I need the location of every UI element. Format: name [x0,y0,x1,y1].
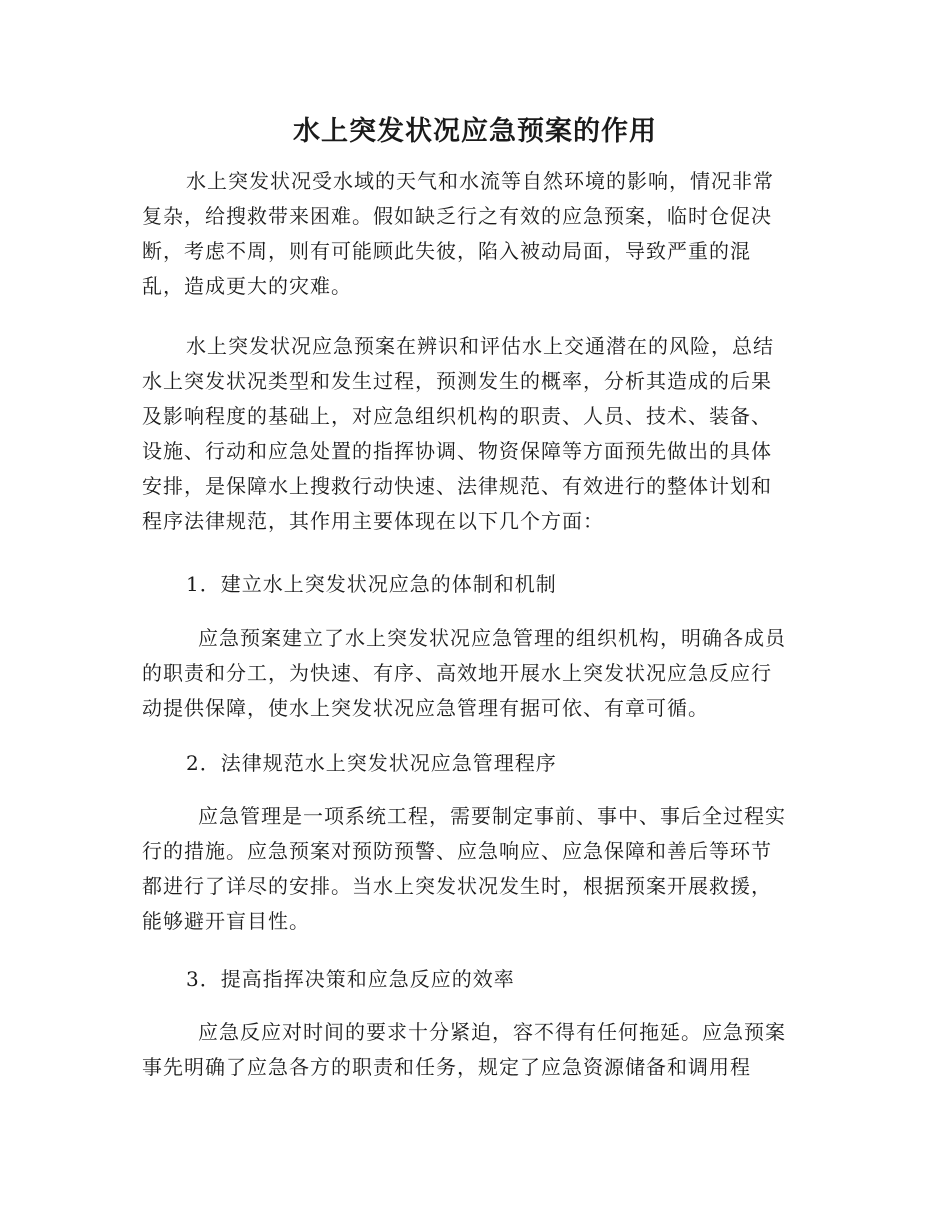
text-line: 应急预案建立了水上突发状况应急管理的组织机构，明确各成员 [198,626,786,650]
text-line: 乱，造成更大的灾难。 [142,274,352,298]
text-line: 能够避开盲目性。 [142,909,310,933]
document-title: 水上突发状况应急预案的作用 [293,116,657,147]
text-line: 的职责和分工，为快速、有序、高效地开展水上突发状况应急反应行 [142,661,772,685]
text-line: 水上突发状况类型和发生过程，预测发生的概率，分析其造成的后果 [142,369,772,393]
text-line: 动提供保障，使水上突发状况应急管理有据可依、有章可循。 [142,696,709,720]
text-line: 断，考虑不周，则有可能顾此失彼，陷入被动局面，导致严重的混 [142,239,751,263]
text-line: 安排，是保障水上搜救行动快速、法律规范、有效进行的整体计划和 [142,474,772,498]
section-heading-2: 2．法律规范水上突发状况应急管理程序 [186,751,557,775]
text-line: 应急管理是一项系统工程，需要制定事前、事中、事后全过程实 [198,804,786,828]
section-heading-3: 3．提高指挥决策和应急反应的效率 [186,967,515,991]
paragraph-2 [142,329,822,539]
text-line: 应急反应对时间的要求十分紧迫，容不得有任何拖延。应急预案 [198,1020,786,1044]
text-line: 程序法律规范，其作用主要体现在以下几个方面： [142,509,604,533]
paragraph-3 [142,621,822,726]
section-heading-1: 1．建立水上突发状况应急的体制和机制 [186,572,557,596]
text-line: 设施、行动和应急处置的指挥协调、物资保障等方面预先做出的具体 [142,439,772,463]
paragraph-4 [142,799,822,939]
text-line: 水上突发状况受水域的天气和水流等自然环境的影响，情况非常 [186,169,774,193]
text-line: 复杂，给搜救带来困难。假如缺乏行之有效的应急预案，临时仓促决 [142,204,772,228]
paragraph-1 [142,164,822,304]
text-line: 行的措施。应急预案对预防预警、应急响应、应急保障和善后等环节 [142,839,772,863]
text-line: 都进行了详尽的安排。当水上突发状况发生时，根据预案开展救援， [142,874,772,898]
text-line: 水上突发状况应急预案在辨识和评估水上交通潜在的风险，总结 [186,334,774,358]
text-line: 及影响程度的基础上，对应急组织机构的职责、人员、技术、装备、 [142,404,772,428]
text-line: 事先明确了应急各方的职责和任务，规定了应急资源储备和调用程 [142,1055,751,1079]
paragraph-5 [142,1015,822,1085]
